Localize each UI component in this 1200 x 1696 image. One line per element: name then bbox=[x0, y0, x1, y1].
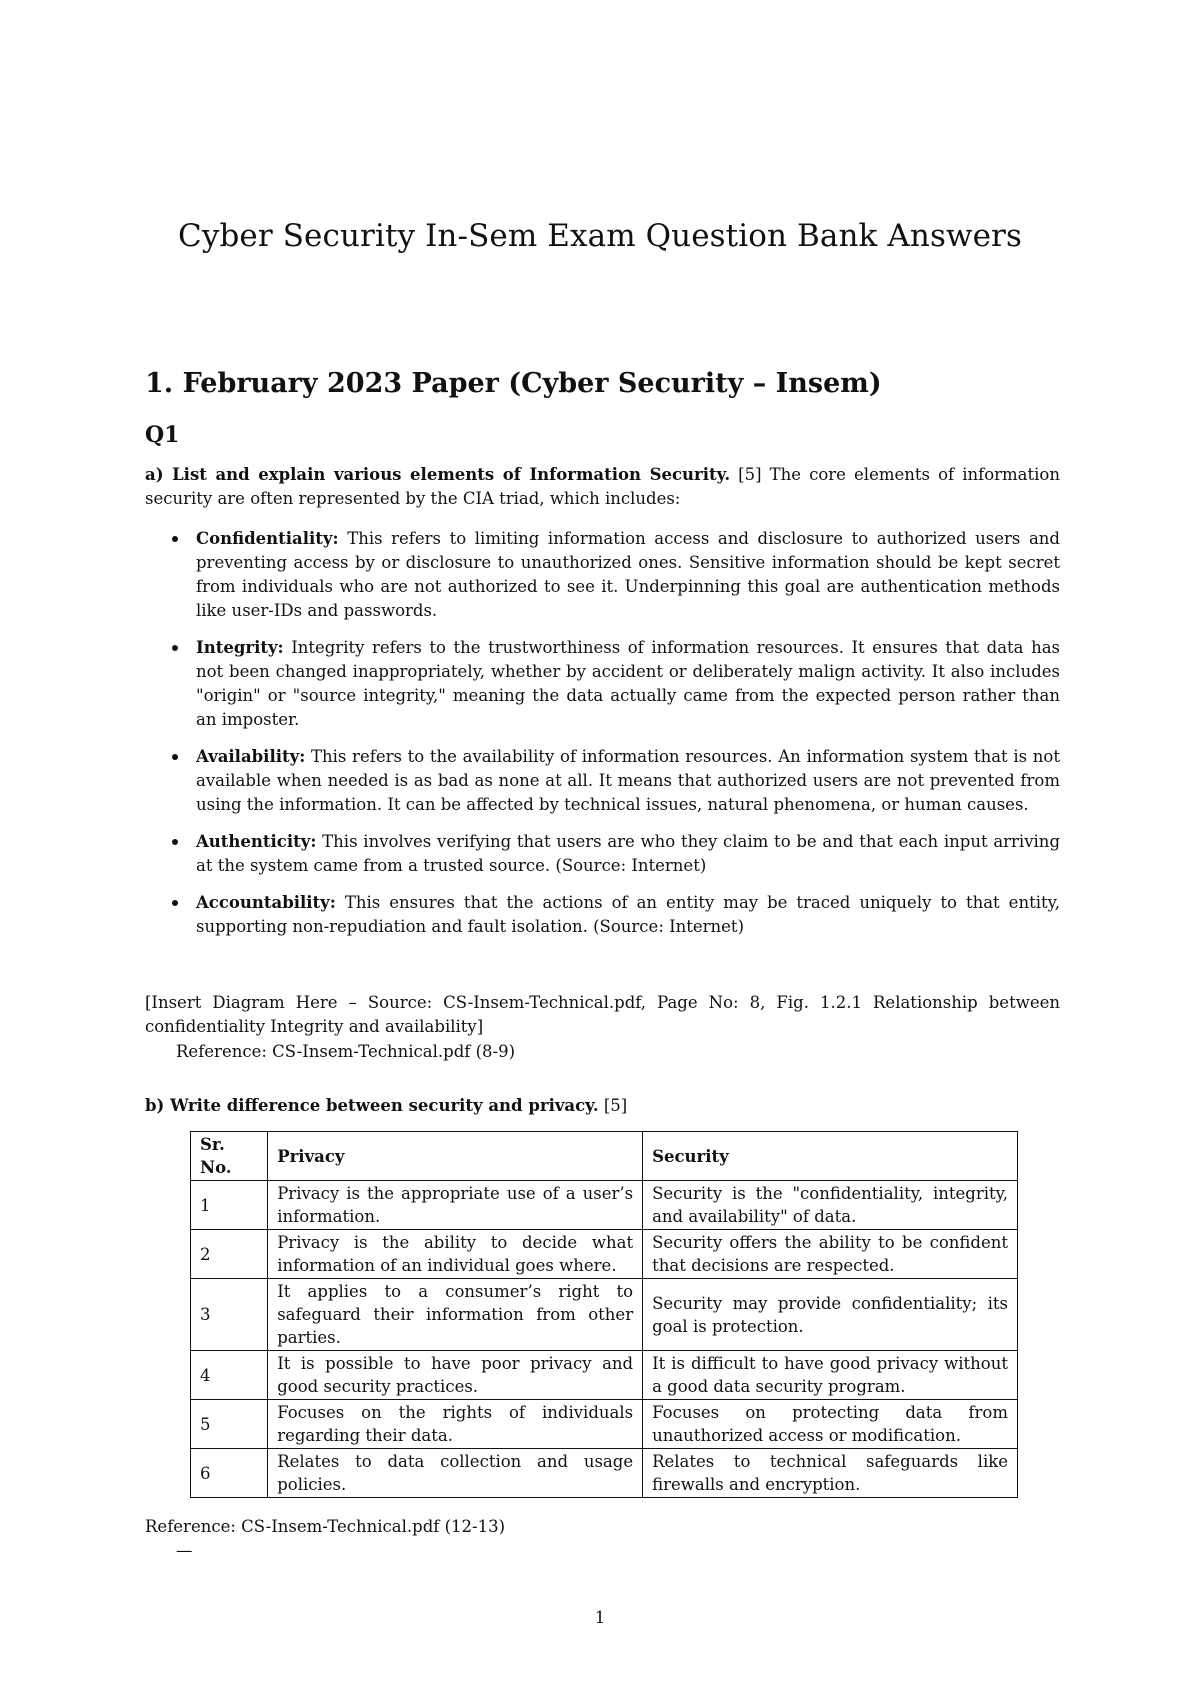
table-cell-security: Security offers the ability to be confident that decisions are respected. bbox=[643, 1230, 1018, 1279]
question-b-label: b) Write difference between security and privacy. bbox=[145, 1096, 599, 1115]
table-cell-sr-no: 4 bbox=[191, 1351, 268, 1400]
element-term: Authenticity: bbox=[196, 832, 317, 851]
bullet-icon bbox=[172, 536, 178, 542]
table-header-row bbox=[191, 1132, 1018, 1181]
element-text: This refers to limiting information access and disclosure to authorized users and preventing access by or disclosure to unauthorized ones. Sensitive information should be kept secret from individuals who are not authorized to see it. Underpinning this goal are authentication methods like user-IDs and passwords. bbox=[196, 529, 1060, 620]
element-text: This ensures that the actions of an entity may be traced uniquely to that entity, supporting non-repudiation and fault isolation. (Source: Internet) bbox=[196, 893, 1060, 936]
table-cell-sr-no: 5 bbox=[191, 1400, 268, 1449]
question-heading: Q1 bbox=[145, 422, 180, 448]
question-b-marks: [5] bbox=[603, 1096, 628, 1115]
table-cell-security: Focuses on protecting data from unauthorized access or modification. bbox=[643, 1400, 1018, 1449]
question-a-reference: Reference: CS-Insem-Technical.pdf (8-9) bbox=[176, 1042, 516, 1061]
column-header-privacy: Privacy bbox=[268, 1132, 643, 1181]
table-cell-sr-no: 1 bbox=[191, 1181, 268, 1230]
list-item bbox=[170, 891, 1060, 939]
section-end-dash: — bbox=[176, 1541, 193, 1560]
table-cell-privacy: Relates to data collection and usage policies. bbox=[268, 1449, 643, 1498]
bullet-icon bbox=[172, 754, 178, 760]
table-row bbox=[191, 1230, 1018, 1279]
table-cell-security: It is difficult to have good privacy without a good data security program. bbox=[643, 1351, 1018, 1400]
question-b-heading bbox=[145, 1094, 627, 1118]
table-row bbox=[191, 1449, 1018, 1498]
column-header-security: Security bbox=[643, 1132, 1018, 1181]
element-term: Availability: bbox=[196, 747, 306, 766]
page-number: 1 bbox=[594, 1608, 606, 1627]
element-text: This refers to the availability of information resources. An information system that is not available when needed is as bad as none at all. It means that authorized users are not prevented from using the information. It can be affected by technical issues, natural phenomena, or human causes. bbox=[196, 747, 1060, 814]
table-cell-security: Security may provide confidentiality; its goal is protection. bbox=[643, 1279, 1018, 1351]
bullet-icon bbox=[172, 900, 178, 906]
table-row bbox=[191, 1279, 1018, 1351]
table-cell-privacy: It is possible to have poor privacy and good security practices. bbox=[268, 1351, 643, 1400]
question-a-label: a) List and explain various elements of Information Security. bbox=[145, 465, 731, 484]
list-item bbox=[170, 527, 1060, 623]
table-cell-privacy: Focuses on the rights of individuals regarding their data. bbox=[268, 1400, 643, 1449]
list-item bbox=[170, 830, 1060, 878]
security-elements-list bbox=[170, 527, 1060, 952]
element-text: Integrity refers to the trustworthiness of information resources. It ensures that data has not been changed inappropriately, whether by accident or deliberately malign activity. It also includes "origin" or "source integrity," meaning the data actually came from the expected person rather than an imposter. bbox=[196, 638, 1060, 729]
section-heading: 1. February 2023 Paper (Cyber Security – Insem) bbox=[145, 368, 882, 399]
list-item bbox=[170, 636, 1060, 732]
table-cell-security: Relates to technical safeguards like firewalls and encryption. bbox=[643, 1449, 1018, 1498]
table-row bbox=[191, 1181, 1018, 1230]
bullet-icon bbox=[172, 645, 178, 651]
table-row bbox=[191, 1400, 1018, 1449]
element-term: Accountability: bbox=[196, 893, 336, 912]
question-b-reference: Reference: CS-Insem-Technical.pdf (12-13) bbox=[145, 1517, 506, 1536]
diagram-placeholder-note: [Insert Diagram Here – Source: CS-Insem-Technical.pdf, Page No: 8, Fig. 1.2.1 Relationship between confidentiality Integrity and availability] bbox=[145, 993, 1060, 1036]
question-a-marks: [5] bbox=[738, 465, 762, 484]
table-cell-sr-no: 2 bbox=[191, 1230, 268, 1279]
element-term: Integrity: bbox=[196, 638, 284, 657]
table-cell-privacy: It applies to a consumer’s right to safeguard their information from other parties. bbox=[268, 1279, 643, 1351]
table-row bbox=[191, 1351, 1018, 1400]
table-cell-privacy: Privacy is the ability to decide what information of an individual goes where. bbox=[268, 1230, 643, 1279]
privacy-security-table bbox=[190, 1131, 1018, 1498]
column-header-sr-no: Sr. No. bbox=[191, 1132, 268, 1181]
element-text: This involves verifying that users are who they claim to be and that each input arriving at the system came from a trusted source. (Source: Internet) bbox=[196, 832, 1061, 875]
document-title: Cyber Security In-Sem Exam Question Bank Answers bbox=[178, 218, 1022, 254]
element-term: Confidentiality: bbox=[196, 529, 339, 548]
table-cell-sr-no: 3 bbox=[191, 1279, 268, 1351]
table-cell-sr-no: 6 bbox=[191, 1449, 268, 1498]
list-item bbox=[170, 745, 1060, 817]
bullet-icon bbox=[172, 839, 178, 845]
table-cell-privacy: Privacy is the appropriate use of a user’s information. bbox=[268, 1181, 643, 1230]
question-a-intro: The core elements of information security are often represented by the CIA triad, which includes: bbox=[145, 465, 1060, 508]
question-a-paragraph bbox=[145, 463, 1060, 511]
table-cell-security: Security is the "confidentiality, integrity, and availability" of data. bbox=[643, 1181, 1018, 1230]
